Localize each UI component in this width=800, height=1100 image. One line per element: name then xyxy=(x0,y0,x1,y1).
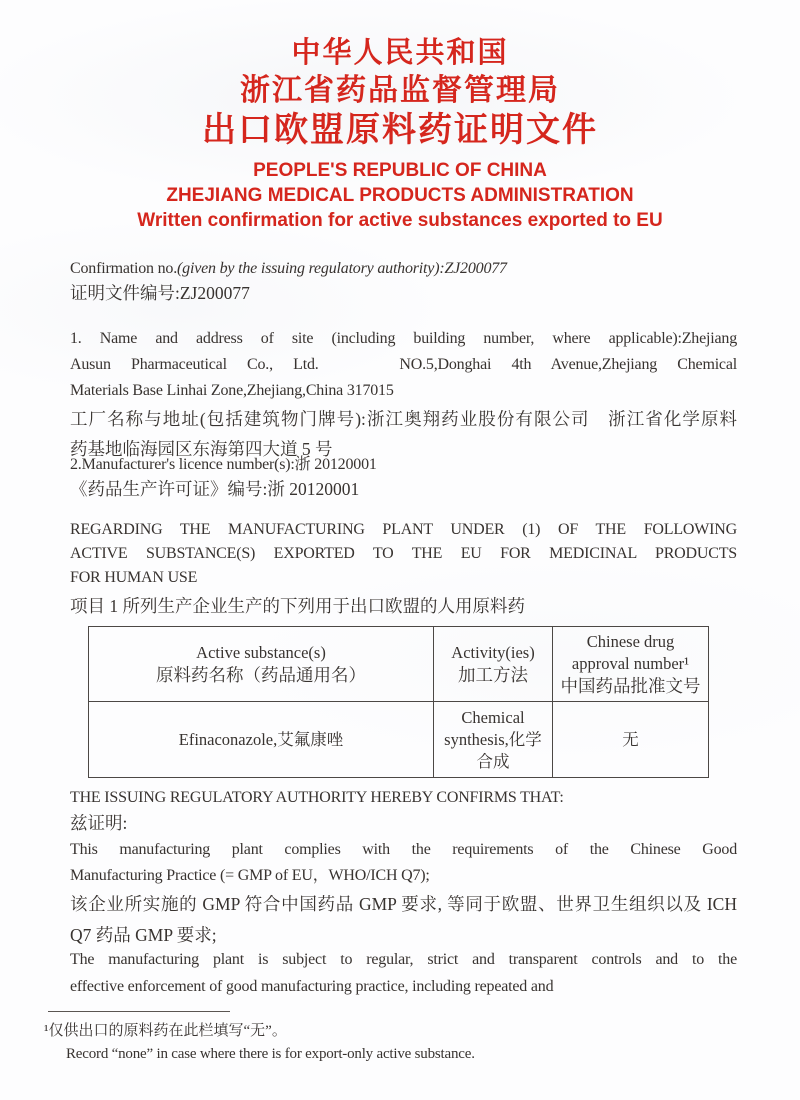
confirmation-number-line-cn: 证明文件编号:ZJ200077 xyxy=(70,283,250,303)
footnote-divider xyxy=(48,1011,230,1012)
confirmation-number-line-en xyxy=(70,256,737,281)
footnote-en: Record “none” in case where there is for export-only active substance. xyxy=(66,1046,475,1062)
header-cell-activity xyxy=(434,627,553,702)
header-activity-cn: 加工方法 xyxy=(458,665,528,685)
licence-number-en: 2.Manufacturer's licence number(s):浙 20120001 xyxy=(70,456,377,473)
header-approval-number-en: Chinese drug approval number¹ xyxy=(571,632,690,673)
site-name-address-section xyxy=(70,326,737,464)
header-approval-number-cn: 中国药品批准文号 xyxy=(560,676,701,696)
letterhead-doc-title-en: Written confirmation for active substances exported to EU xyxy=(137,210,663,231)
header-activity-en: Activity(ies) xyxy=(451,643,535,662)
regarding-statement-cn: 项目 1 所列生产企业生产的下列用于出口欧盟的人用原料药 xyxy=(70,596,525,616)
letterhead-country-cn: 中华人民共和国 xyxy=(291,37,509,69)
gmp-compliance-cn: 该企业所实施的 GMP 符合中国药品 GMP 要求, 等同于欧盟、世界卫生组织以及 ICH Q7 药品 GMP 要求; xyxy=(70,894,737,945)
regarding-statement-en: REGARDING THE MANUFACTURING PLANT UNDER (1) OF THE FOLLOWING ACTIVE SUBSTANCE(S) EXPORTED TO THE EU FOR MEDICINAL PRODUCTS FOR HUMAN USE xyxy=(70,521,737,586)
table-header-row xyxy=(89,627,709,702)
letterhead xyxy=(0,34,800,233)
controls-paragraph-section xyxy=(70,946,737,1000)
header-cell-active-substance xyxy=(89,627,434,702)
letterhead-doc-title-cn: 出口欧盟原料药证明文件 xyxy=(202,112,598,149)
table-row xyxy=(89,702,709,778)
licence-number-cn: 《药品生产许可证》编号:浙 20120001 xyxy=(70,479,360,499)
footnote-cn: ¹仅供出口的原料药在此栏填写“无”。 xyxy=(44,1023,287,1039)
confirms-heading-en: THE ISSUING REGULATORY AUTHORITY HEREBY CONFIRMS THAT: xyxy=(70,789,564,806)
confirms-heading-cn: 兹证明: xyxy=(70,813,128,833)
cell-active-substance: Efinaconazole,艾氟康唑 xyxy=(89,702,434,778)
letterhead-authority-cn: 浙江省药品监督管理局 xyxy=(240,74,560,107)
site-address-cn: 工厂名称与地址(包括建筑物门牌号):浙江奥翔药业股份有限公司 浙江省化学原料 药基地临海园区东海第四大道 5 号 xyxy=(70,409,737,459)
confirmation-number-section xyxy=(70,256,737,306)
licence-number-section xyxy=(70,452,737,502)
gmp-compliance-en: This manufacturing plant complies with the requirements of the Chinese Good Manufacturing Practice (= GMP of EU，WHO/ICH Q7); xyxy=(70,841,737,884)
cell-activity: Chemical synthesis,化学合成 xyxy=(434,702,553,778)
confirmation-label: Confirmation no. xyxy=(70,260,178,277)
controls-paragraph-en: The manufacturing plant is subject to regular, strict and transparent controls and to the effective enforcement of good manufacturing practice, including repeated and xyxy=(70,951,737,995)
confirmation-issuer-note: (given by the issuing regulatory authority):ZJ200077 xyxy=(177,260,507,277)
header-cell-approval-number xyxy=(553,627,709,702)
header-active-substance-en: Active substance(s) xyxy=(196,643,326,662)
letterhead-authority-en: ZHEJIANG MEDICAL PRODUCTS ADMINISTRATION xyxy=(166,185,634,206)
site-address-en: 1. Name and address of site (including building number, where applicable):Zhejiang Ausun Pharmaceutical Co., Ltd. NO.5,Donghai 4th Avenue,Zhejiang Chemical Materials Base Linhai Zone,Zhejiang,China 317015 xyxy=(70,330,737,399)
header-active-substance-cn: 原料药名称（药品通用名） xyxy=(156,665,366,685)
active-substance-table xyxy=(88,626,709,778)
cell-approval-number: 无 xyxy=(553,702,709,778)
authority-confirms-section xyxy=(70,786,737,951)
letterhead-country-en: PEOPLE'S REPUBLIC OF CHINA xyxy=(253,160,547,181)
regarding-statement-section xyxy=(70,518,737,620)
